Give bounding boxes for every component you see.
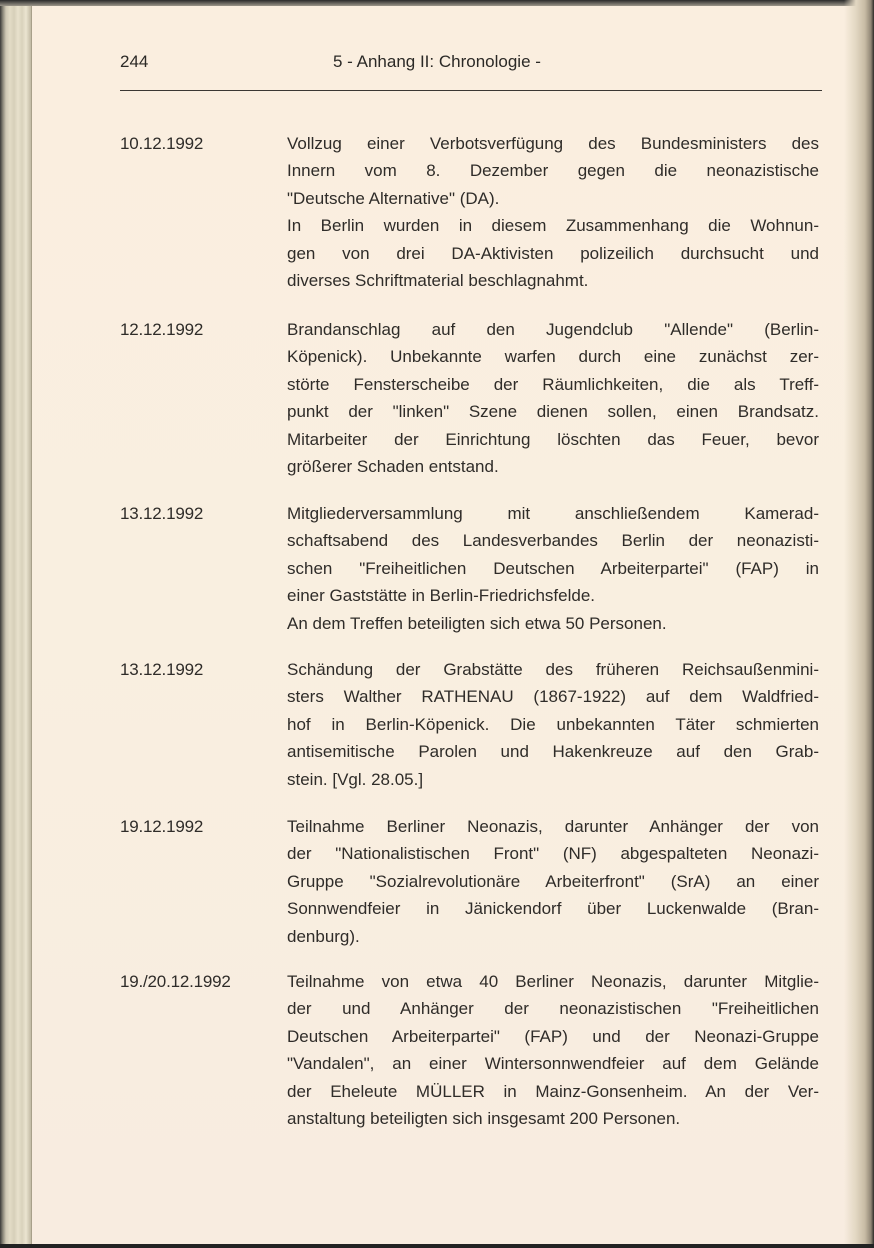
page-number: 244	[120, 52, 149, 71]
entry-line: stein. [Vgl. 28.05.]	[287, 769, 424, 789]
entry-date: 19./20.12.1992	[120, 972, 231, 991]
entry-line: Mitarbeiter der Einrichtung löschten das Feuer, bevor	[287, 429, 819, 449]
entry-line: Köpenick). Unbekannte warfen durch eine zunächst zer-	[287, 347, 819, 367]
entry-line: Deutschen Arbeiterpartei" (FAP) und der Neonazi-Gruppe	[287, 1026, 819, 1046]
entry-text	[287, 316, 819, 480]
scan-bottom-shadow	[0, 1244, 874, 1248]
entry-line: denburg).	[287, 926, 360, 946]
running-head	[120, 52, 820, 74]
entry-line: Brandanschlag auf den Jugendclub "Allende" (Berlin-	[287, 320, 819, 339]
entry-line: schen "Freiheitlichen Deutschen Arbeiterpartei" (FAP) in	[287, 558, 819, 578]
entry-line: An dem Treffen beteiligten sich etwa 50 Personen.	[287, 613, 667, 633]
binding-shadow	[844, 0, 874, 1248]
entry-text	[287, 500, 819, 637]
entry-text	[287, 968, 819, 1132]
entry-line: Innern vom 8. Dezember gegen die neonazistische	[287, 161, 819, 181]
entry-line: schaftsabend des Landesverbandes Berlin der neonazisti-	[287, 531, 819, 551]
entry-text	[287, 130, 819, 294]
header-rule	[120, 90, 822, 91]
entry-line: Mitgliederversammlung mit anschließendem Kamerad-	[287, 504, 819, 523]
entry-date: 13.12.1992	[120, 504, 204, 523]
entry-line: In Berlin wurden in diesem Zusammenhang die Wohnun-	[287, 216, 819, 236]
entry-line: der und Anhänger der neonazistischen "Freiheitlichen	[287, 999, 819, 1019]
entry-date: 19.12.1992	[120, 817, 204, 836]
entry-line: gen von drei DA-Aktivisten polizeilich durchsucht und	[287, 243, 819, 263]
entry-line: Sonnwendfeier in Jänickendorf über Luckenwalde (Bran-	[287, 899, 819, 919]
entry-text	[287, 813, 819, 950]
entry-line: Teilnahme Berliner Neonazis, darunter Anhänger der von	[287, 817, 819, 836]
entry-line: sters Walther RATHENAU (1867-1922) auf dem Waldfried-	[287, 687, 819, 707]
entry-line: störte Fensterscheibe der Räumlichkeiten, die als Treff-	[287, 374, 819, 394]
entry-line: Vollzug einer Verbotsverfügung des Bundesministers des	[287, 134, 819, 153]
entry-line: Gruppe "Sozialrevolutionäre Arbeiterfront" (SrA) an einer	[287, 871, 819, 891]
entry-date: 10.12.1992	[120, 134, 204, 153]
entry-line: größerer Schaden entstand.	[287, 456, 499, 476]
entry-line: hof in Berlin-Köpenick. Die unbekannten Täter schmierten	[287, 714, 819, 734]
entry-line: Schändung der Grabstätte des früheren Reichsaußenmini-	[287, 660, 819, 679]
entry-line: der Eheleute MÜLLER in Mainz-Gonsenheim. An der Ver-	[287, 1081, 819, 1101]
entry-line: der "Nationalistischen Front" (NF) abgespalteten Neonazi-	[287, 844, 819, 864]
entry-line: einer Gaststätte in Berlin-Friedrichsfelde.	[287, 586, 596, 606]
entry-line: anstaltung beteiligten sich insgesamt 200 Personen.	[287, 1108, 681, 1128]
running-title: 5 - Anhang II: Chronologie -	[333, 52, 541, 71]
page-block-edge	[0, 6, 32, 1248]
entry-line: punkt der "linken" Szene dienen sollen, einen Brandsatz.	[287, 402, 819, 422]
entry-line: Teilnahme von etwa 40 Berliner Neonazis, darunter Mitglie-	[287, 972, 819, 991]
entry-text	[287, 656, 819, 793]
entry-date: 12.12.1992	[120, 320, 204, 339]
entry-date: 13.12.1992	[120, 660, 204, 679]
entry-line: "Vandalen", an einer Wintersonnwendfeier auf dem Gelände	[287, 1054, 819, 1074]
entry-line: "Deutsche Alternative" (DA).	[287, 188, 500, 208]
entry-line: antisemitische Parolen und Hakenkreuze auf den Grab-	[287, 742, 819, 762]
entry-line: diverses Schriftmaterial beschlagnahmt.	[287, 270, 589, 290]
